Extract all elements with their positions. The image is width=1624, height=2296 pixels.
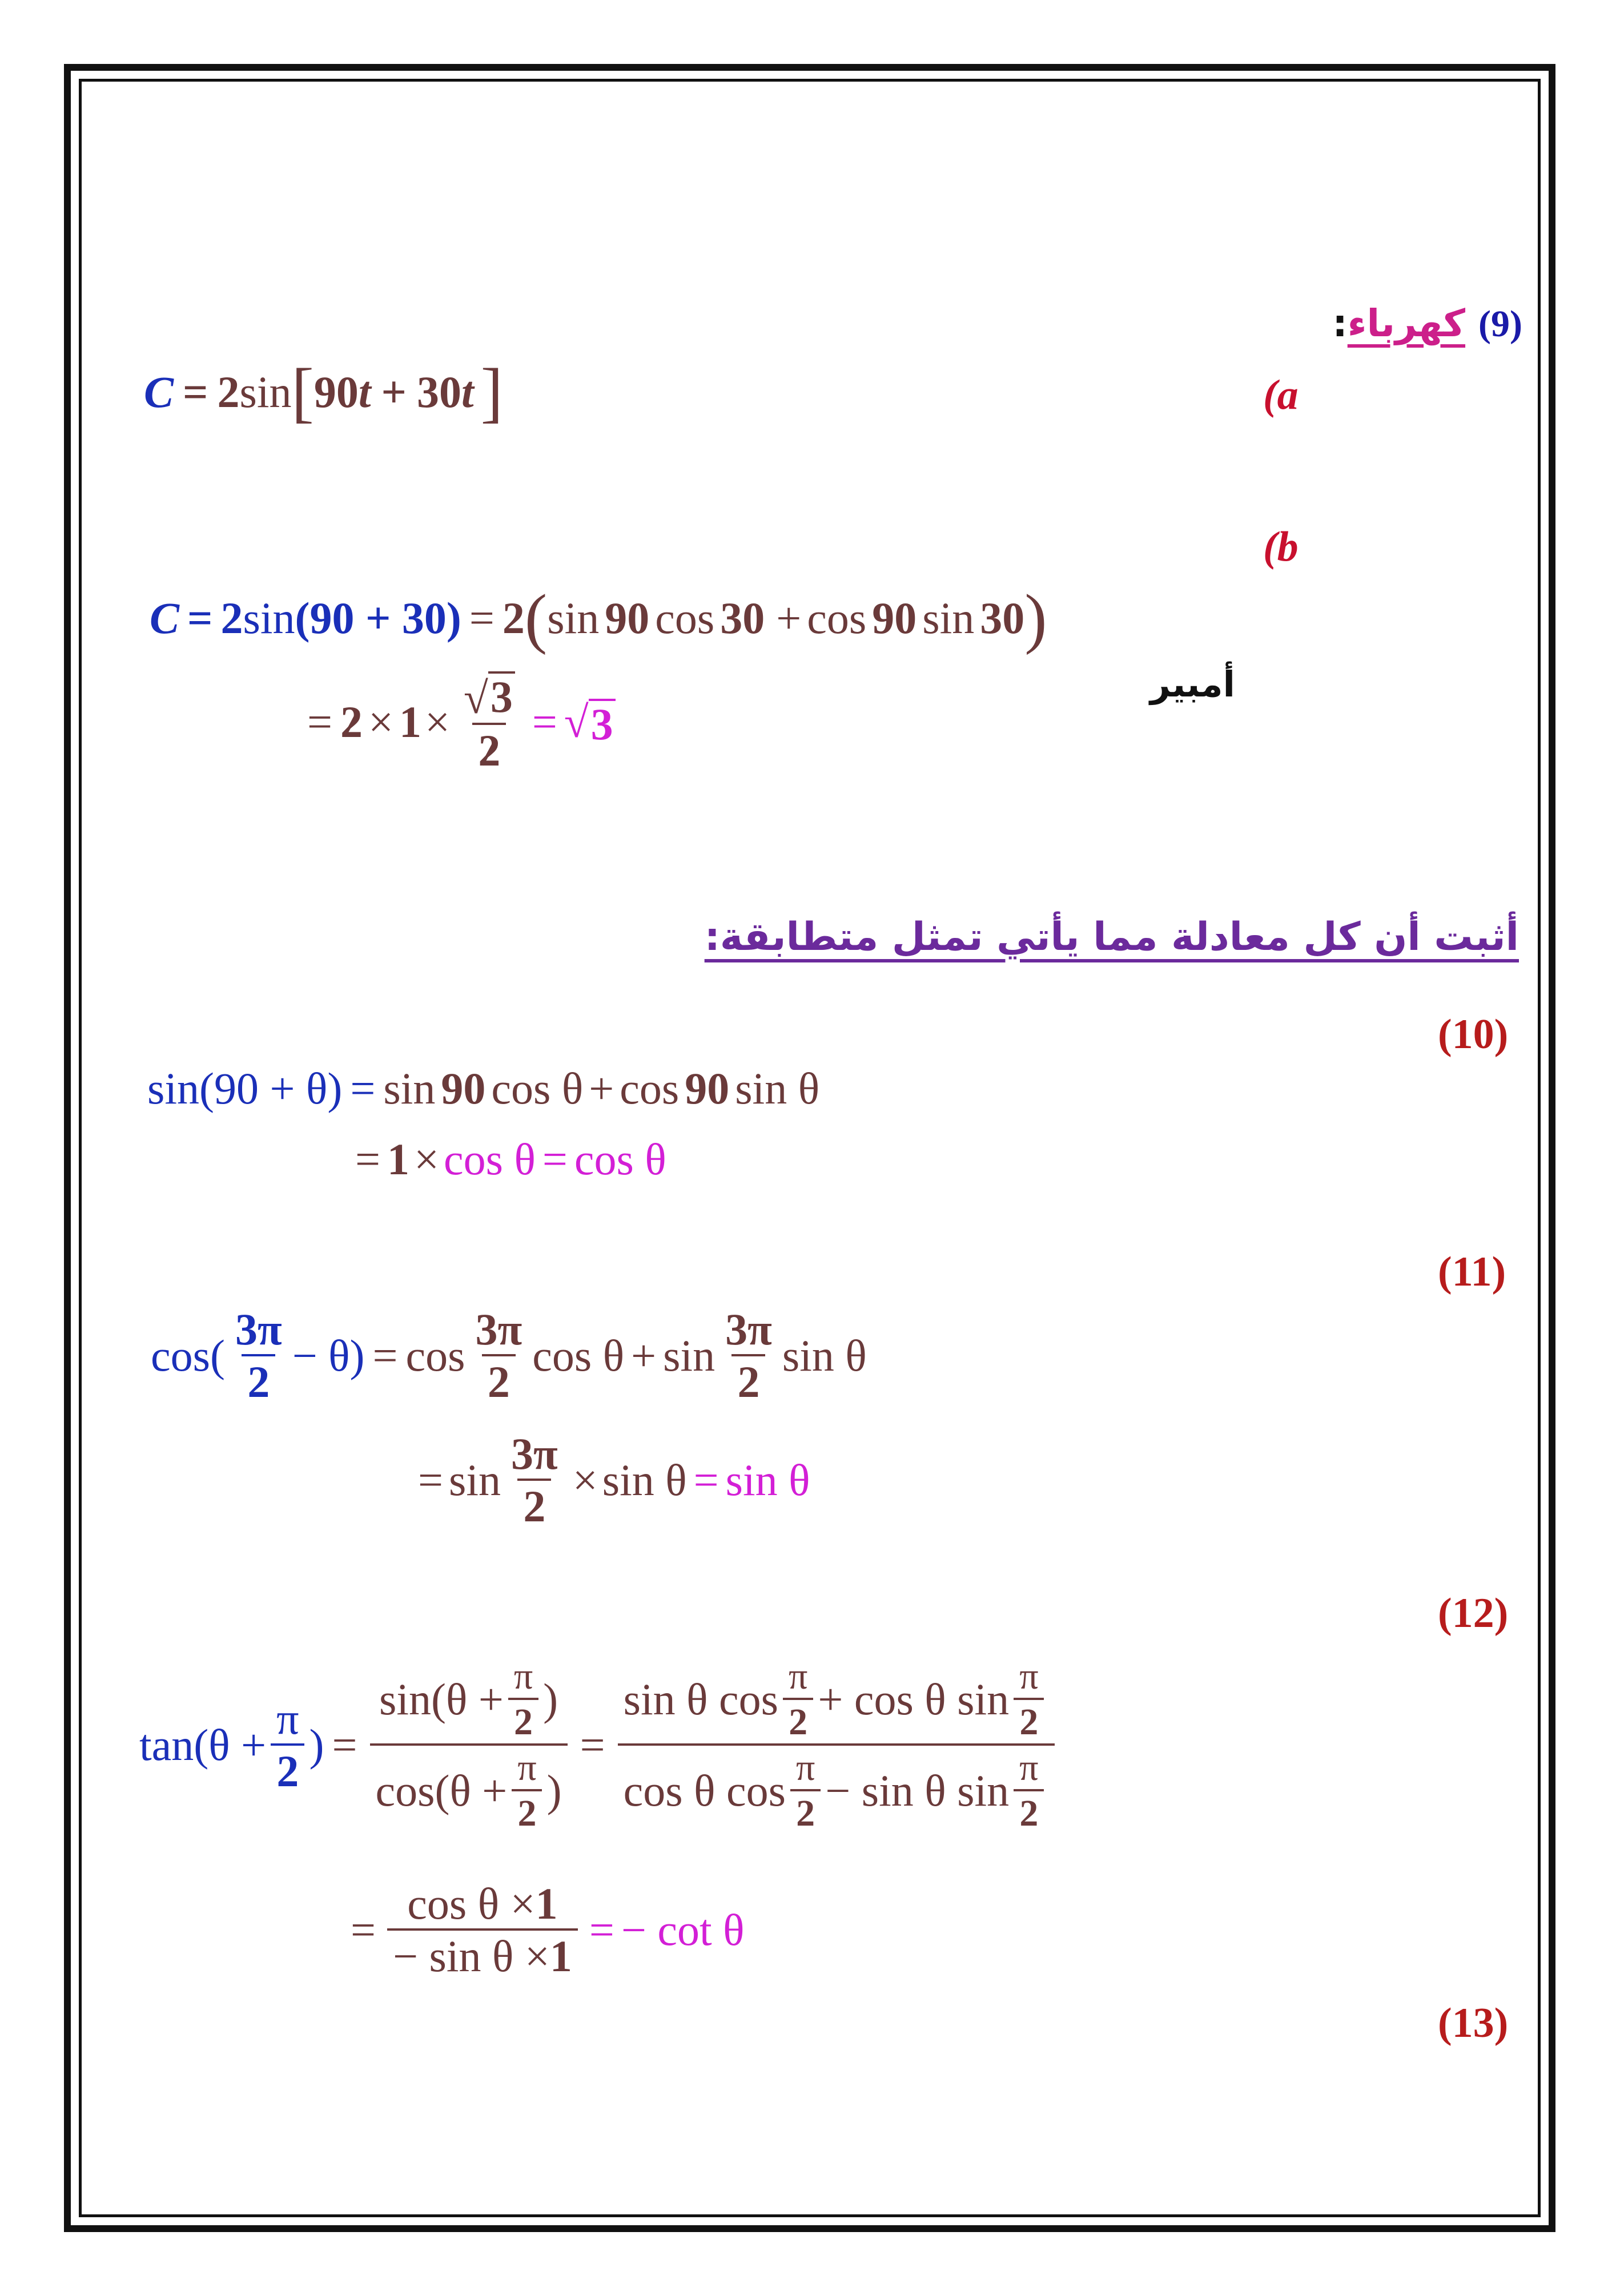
q10-line-2: = 1 × cos θ = cos θ (355, 1134, 666, 1184)
q11-line-2: = sin $\frac{3\pi}{2}$ × sin θ = sin θ (418, 1429, 810, 1531)
q12-line-2: = $\frac{\text{cos θ ×1}}{\text{− sin θ ×1}}$ = − cot θ (351, 1879, 745, 1981)
question-number-10: (10) (1438, 1011, 1509, 1058)
q11-line-1: cos( $\frac{3\pi}{2}$ − θ) = cos $\frac{3\pi}{2}$ cos θ + sin $\frac{3\pi}{2}$ sin θ (151, 1304, 867, 1407)
part-a-label: (a (1263, 372, 1299, 418)
q10-line-1: sin(90 + θ) = sin 90 cos θ + cos 90 sin θ (147, 1064, 820, 1113)
question-number-11: (11) (1438, 1248, 1506, 1295)
part-b-label: (b (1263, 523, 1299, 570)
section-title: كهرباء (1347, 301, 1466, 345)
q12-ratio-1: sin(θ + $\frac{\pi}{2}$ ) cos(θ + $\frac{\pi}{2}$ ) (370, 1658, 568, 1832)
section-heading-9: (9) كهرباء: (1332, 301, 1522, 345)
question-number-12: (12) (1438, 1590, 1509, 1637)
proof-heading: أثبت أن كل معادلة مما يأتي تمثل متطابقة: (704, 915, 1519, 960)
fraction-root3-over-2: √ 3 2 (458, 671, 521, 773)
equation-b-line-1: C = 2 sin (90 + 30) = 2 ( sin 90 cos 30 + cos 90 sin 30 ) (150, 581, 1047, 655)
equation-b-line-2: = 2 × 1 × √ 3 2 = √ 3 (307, 671, 616, 773)
q12-ratio-2: sin θ cos $\frac{\pi}{2}$ + cos θ sin $\frac{\pi}{2}$ cos θ cos $\frac{\pi}{2}$ − sin θ sin $\frac{\pi}{2}$ (618, 1658, 1055, 1832)
question-number-13: (13) (1438, 2000, 1509, 2047)
equation-a: C = 2 sin [ 90 t + 30 t ] (144, 355, 503, 429)
question-number: (9) (1478, 303, 1522, 345)
unit-label: أمبير (1150, 663, 1235, 705)
q12-line-1: tan(θ + $\frac{\pi}{2}$ ) = sin(θ + $\frac{\pi}{2}$ ) cos(θ + $\frac{\pi}{2}$ ) = sin θ cos $\frac{\pi}{2}$ + cos θ sin $\frac{\pi}{2}$ cos θ cos $\frac{\pi}{2}$ − sin θ sin $\frac{\pi}{2}$ (139, 1658, 1059, 1832)
